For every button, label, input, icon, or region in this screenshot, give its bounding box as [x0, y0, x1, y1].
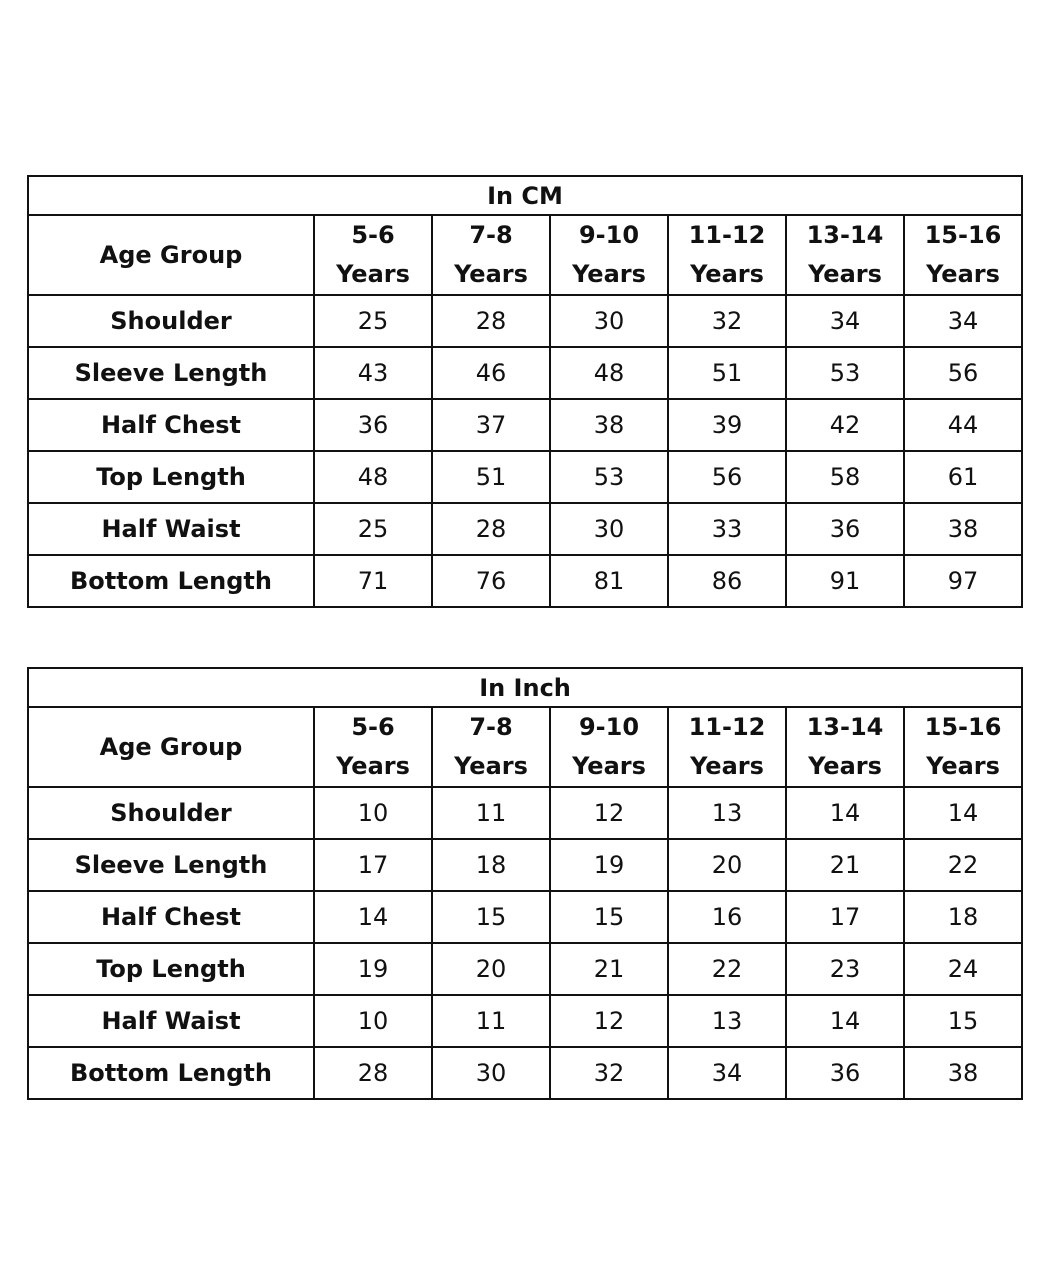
row-label: Top Length	[28, 943, 314, 995]
table-cell: 56	[904, 347, 1022, 399]
column-range: 11-12	[688, 713, 766, 741]
table-cell: 36	[786, 1047, 904, 1099]
table-cell: 33	[668, 503, 786, 555]
table-row	[28, 891, 1022, 943]
table-cell: 14	[786, 787, 904, 839]
table-cell: 14	[314, 891, 432, 943]
table-cell: 51	[668, 347, 786, 399]
table-cell: 32	[550, 1047, 668, 1099]
column-header	[314, 707, 432, 787]
table-cell: 13	[668, 787, 786, 839]
table-row	[28, 399, 1022, 451]
age-group-header: Age Group	[28, 215, 314, 295]
column-range: 9-10	[578, 713, 640, 741]
table-cell: 30	[432, 1047, 550, 1099]
table-header-row	[28, 707, 1022, 787]
table-cell: 30	[550, 295, 668, 347]
table-cell: 17	[314, 839, 432, 891]
size-chart-cm-table	[27, 175, 1023, 608]
table-title-row	[28, 176, 1022, 215]
column-header	[432, 215, 550, 295]
table-cell: 36	[786, 503, 904, 555]
table-cell: 24	[904, 943, 1022, 995]
column-range: 7-8	[469, 713, 513, 741]
table-row	[28, 555, 1022, 607]
table-cell: 19	[550, 839, 668, 891]
table-cell: 53	[550, 451, 668, 503]
column-range: 15-16	[924, 221, 1002, 249]
column-header	[550, 215, 668, 295]
table-cell: 15	[550, 891, 668, 943]
table-cell: 28	[432, 503, 550, 555]
column-range: 5-6	[351, 713, 395, 741]
row-label: Sleeve Length	[28, 839, 314, 891]
column-header	[904, 707, 1022, 787]
table-cell: 11	[432, 787, 550, 839]
column-range: 5-6	[351, 221, 395, 249]
table-cell: 18	[904, 891, 1022, 943]
column-header	[904, 215, 1022, 295]
column-unit: Years	[690, 260, 764, 288]
table-cell: 19	[314, 943, 432, 995]
column-unit: Years	[926, 260, 1000, 288]
table-cell: 38	[904, 503, 1022, 555]
size-chart-inch-table	[27, 667, 1023, 1100]
table-cell: 12	[550, 787, 668, 839]
table-cell: 11	[432, 995, 550, 1047]
table-cell: 36	[314, 399, 432, 451]
column-range: 9-10	[578, 221, 640, 249]
table-cell: 91	[786, 555, 904, 607]
table-title: In CM	[28, 176, 1022, 215]
table-cell: 81	[550, 555, 668, 607]
table-cell: 44	[904, 399, 1022, 451]
table-cell: 28	[314, 1047, 432, 1099]
column-range: 11-12	[688, 221, 766, 249]
table-row	[28, 995, 1022, 1047]
row-label: Bottom Length	[28, 555, 314, 607]
column-unit: Years	[572, 260, 646, 288]
column-unit: Years	[926, 752, 1000, 780]
column-range: 13-14	[806, 713, 884, 741]
table-cell: 38	[904, 1047, 1022, 1099]
table-cell: 39	[668, 399, 786, 451]
table-row	[28, 451, 1022, 503]
column-unit: Years	[808, 260, 882, 288]
table-cell: 14	[904, 787, 1022, 839]
row-label: Shoulder	[28, 787, 314, 839]
row-label: Half Chest	[28, 891, 314, 943]
table-cell: 71	[314, 555, 432, 607]
column-header	[432, 707, 550, 787]
column-header	[550, 707, 668, 787]
table-cell: 48	[314, 451, 432, 503]
column-unit: Years	[808, 752, 882, 780]
row-label: Top Length	[28, 451, 314, 503]
table-cell: 56	[668, 451, 786, 503]
table-cell: 21	[786, 839, 904, 891]
table-cell: 51	[432, 451, 550, 503]
table-cell: 38	[550, 399, 668, 451]
table-cell: 15	[904, 995, 1022, 1047]
table-row	[28, 295, 1022, 347]
table-cell: 76	[432, 555, 550, 607]
table-cell: 15	[432, 891, 550, 943]
table-cell: 21	[550, 943, 668, 995]
table-row	[28, 503, 1022, 555]
table-cell: 12	[550, 995, 668, 1047]
table-row	[28, 787, 1022, 839]
row-label: Half Waist	[28, 995, 314, 1047]
table-title-row	[28, 668, 1022, 707]
table-cell: 20	[668, 839, 786, 891]
table-cell: 10	[314, 787, 432, 839]
table-cell: 22	[904, 839, 1022, 891]
table-cell: 53	[786, 347, 904, 399]
table-cell: 43	[314, 347, 432, 399]
table-cell: 25	[314, 295, 432, 347]
table-cell: 32	[668, 295, 786, 347]
column-range: 15-16	[924, 713, 1002, 741]
table-cell: 18	[432, 839, 550, 891]
table-cell: 13	[668, 995, 786, 1047]
column-header	[786, 215, 904, 295]
column-header	[668, 215, 786, 295]
table-cell: 34	[786, 295, 904, 347]
table-cell: 28	[432, 295, 550, 347]
table-title: In Inch	[28, 668, 1022, 707]
table-cell: 97	[904, 555, 1022, 607]
table-cell: 23	[786, 943, 904, 995]
table-cell: 34	[668, 1047, 786, 1099]
table-cell: 86	[668, 555, 786, 607]
table-header-row	[28, 215, 1022, 295]
table-row	[28, 839, 1022, 891]
table-row	[28, 943, 1022, 995]
table-cell: 58	[786, 451, 904, 503]
table-cell: 46	[432, 347, 550, 399]
row-label: Bottom Length	[28, 1047, 314, 1099]
table-row	[28, 347, 1022, 399]
row-label: Half Chest	[28, 399, 314, 451]
column-range: 13-14	[806, 221, 884, 249]
row-label: Shoulder	[28, 295, 314, 347]
column-unit: Years	[690, 752, 764, 780]
table-cell: 25	[314, 503, 432, 555]
table-row	[28, 1047, 1022, 1099]
table-cell: 48	[550, 347, 668, 399]
column-unit: Years	[572, 752, 646, 780]
table-cell: 42	[786, 399, 904, 451]
column-header	[668, 707, 786, 787]
table-cell: 61	[904, 451, 1022, 503]
age-group-header: Age Group	[28, 707, 314, 787]
table-cell: 16	[668, 891, 786, 943]
table-cell: 20	[432, 943, 550, 995]
column-header	[314, 215, 432, 295]
table-cell: 10	[314, 995, 432, 1047]
column-unit: Years	[454, 260, 528, 288]
table-cell: 34	[904, 295, 1022, 347]
row-label: Half Waist	[28, 503, 314, 555]
column-header	[786, 707, 904, 787]
column-range: 7-8	[469, 221, 513, 249]
row-label: Sleeve Length	[28, 347, 314, 399]
column-unit: Years	[336, 752, 410, 780]
table-cell: 30	[550, 503, 668, 555]
column-unit: Years	[454, 752, 528, 780]
column-unit: Years	[336, 260, 410, 288]
table-cell: 17	[786, 891, 904, 943]
table-cell: 22	[668, 943, 786, 995]
table-cell: 14	[786, 995, 904, 1047]
table-cell: 37	[432, 399, 550, 451]
